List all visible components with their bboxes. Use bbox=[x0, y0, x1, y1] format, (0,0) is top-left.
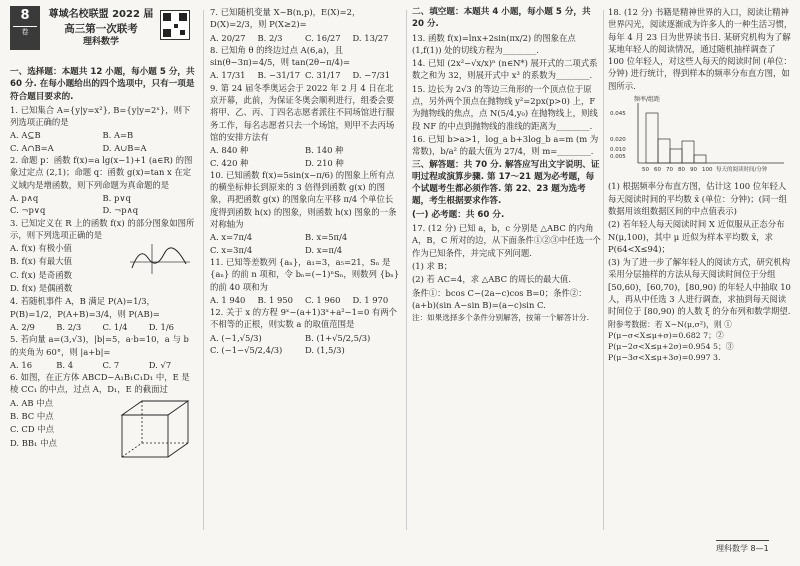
question-1: 1. 已知集合 A={y|y=x²}, B={y|y=2ˣ}，则下列选项正确的是 bbox=[10, 104, 191, 128]
section-2-heading: 二、填空题：本题共 4 小题，每小题 5 分，共 20 分. bbox=[412, 7, 591, 30]
question-18: 18. (12 分) 书籍是精神世界的入口，阅读让精神世界闪光，阅读逐渐成为许多人的一种生活习惯，每年 4 月 23 日为世界读书日. 某研究机构为了解某地年轻人的阅读情况，通过随机抽样调查了 100 位年轻人，对这些人每天的阅读时间 (单位：分钟) 进行统计，得到样本的频率分布直方图，如图所示. bbox=[608, 7, 793, 91]
option: C. 1/4 bbox=[102, 321, 128, 332]
column-4 bbox=[608, 6, 794, 364]
option: C. ¬p∨q bbox=[10, 205, 46, 216]
ytick: 0.005 bbox=[610, 154, 626, 161]
option: D. ¬p∧q bbox=[102, 205, 139, 216]
column-2 bbox=[210, 6, 400, 356]
question-4: 4. 若随机事件 A，B 满足 P(A)=1/3，P(B)=1/2，P(A+B)=3/4，则 P(AB)= bbox=[10, 296, 160, 319]
question-2: 2. 命题 p：函数 f(x)=a lg(x−1)+1 (a∈R) 的图象过定点 (2,1)；命题 q：函数 g(x)=tan x 在定义域内是增函数，则下列命题为真命题的是 bbox=[10, 155, 193, 190]
option: B. 2/3 bbox=[257, 32, 283, 43]
badge-text: 卷 bbox=[13, 26, 37, 37]
q17-part-1: (1) 求 B； bbox=[412, 260, 453, 271]
option: D. 1/6 bbox=[148, 321, 174, 332]
option: B. −31/17 bbox=[257, 70, 301, 81]
option: A. (−1,√5/3) bbox=[210, 332, 262, 343]
question-7: 7. 已知随机变量 X~B(n,p)，E(X)=2，D(X)=2/3，则 P(X≥2)= bbox=[210, 7, 361, 30]
q11-options bbox=[210, 294, 400, 306]
option: B. BC 中点 bbox=[10, 411, 54, 422]
option: D. x=π/4 bbox=[305, 244, 343, 255]
xtick: 60 bbox=[654, 167, 661, 174]
option: A. A⊆B bbox=[10, 130, 41, 141]
option: B. A=B bbox=[102, 130, 134, 141]
option: C. f(x) 是奇函数 bbox=[10, 269, 72, 280]
q3-block bbox=[10, 242, 195, 294]
q18-part-2: (2) 若年轻人每天阅读时间 X 近似服从正态分布 N(μ,100)，其中 μ 近似为样本平均数 x̄，求 P(64<X≤94)； bbox=[608, 219, 785, 254]
exam-title bbox=[46, 8, 156, 48]
option: C. A∩B=A bbox=[10, 142, 54, 153]
option: B. (1+√5/2,5/3) bbox=[305, 332, 371, 343]
xtick: 70 bbox=[666, 167, 673, 174]
q10-options bbox=[210, 244, 400, 256]
q8-options bbox=[210, 69, 400, 81]
q12-options bbox=[210, 344, 400, 356]
column-divider bbox=[603, 10, 604, 530]
q17-part-2: (2) 若 AC=4，求 △ABC 的周长的最大值. bbox=[412, 274, 571, 285]
qr-code-icon bbox=[160, 10, 190, 40]
option: D. (1,5/3) bbox=[305, 345, 345, 356]
option: B. 1 950 bbox=[257, 294, 293, 305]
question-17: 17. (12 分) 已知 a，b，c 分别是 △ABC 的内角 A，B，C 所对的边，从下面条件①②③中任选一个作为已知条件，并完成下列问题. bbox=[412, 223, 601, 258]
option: C. 7 bbox=[102, 359, 120, 370]
q6-block bbox=[10, 397, 195, 449]
option: A. 16 bbox=[10, 359, 33, 370]
option: C. CD 中点 bbox=[10, 424, 54, 435]
ytick: 0.010 bbox=[610, 147, 626, 154]
ytick: 0.020 bbox=[610, 137, 626, 144]
question-16: 16. 已知 b>a>1，log_a b+3log_b a=m (m 为常数)，b/a² 的最大值为 27/4，则 m=________. bbox=[412, 133, 599, 157]
option: C. x=3π/4 bbox=[210, 244, 253, 255]
q18-part-1: (1) 根据频率分布直方图，估计这 100 位年轻人每天阅读时间的平均数 x̄ (单位：分钟)；(同一组数据用该组数据区间的中点值表示) bbox=[608, 181, 787, 216]
xtick: 80 bbox=[678, 167, 685, 174]
option: D. BB₁ 中点 bbox=[10, 437, 57, 448]
option: C. 16/27 bbox=[305, 32, 341, 43]
cube-figure bbox=[118, 397, 194, 459]
question-9: 9. 第 24 届冬季奥运会于 2022 年 2 月 4 日在北京开幕，此前，为保证冬奥会顺利进行，组委会要将甲、乙、丙、丁四名志愿者派往不同场馆进行服务工作，每名志愿者只去一个场馆，则甲不去丙场馆的安排方法有 bbox=[210, 82, 395, 142]
option: B. p∨q bbox=[102, 192, 131, 203]
option: D. −7/31 bbox=[352, 70, 391, 81]
q9-options bbox=[210, 157, 400, 169]
xtick: 90 bbox=[690, 167, 697, 174]
q1-options bbox=[10, 142, 195, 154]
q1-options bbox=[10, 129, 195, 141]
section-1-heading: 一、选择题：本题共 12 小题，每小题 5 分，共 60 分. 在每小题给出的四个选项中，只有一项是符合题目要求的. bbox=[10, 67, 195, 102]
option: A. x=7π/4 bbox=[210, 232, 253, 243]
option: B. 140 种 bbox=[305, 145, 344, 156]
badge-number: 8 bbox=[20, 8, 30, 23]
option: C. (−1−√5/2,4/3) bbox=[210, 345, 283, 356]
page-footer: 理科数学 8—1 bbox=[716, 540, 769, 554]
option: C. 420 种 bbox=[210, 157, 249, 168]
title-line-1: 尊域名校联盟 2022 届 bbox=[48, 9, 154, 20]
xtick: 100 bbox=[702, 167, 713, 174]
question-5: 5. 若向量 a=(3,√3)，|b|=5，a·b=10，a 与 b 的夹角为 60°，则 |a+b|= bbox=[10, 334, 189, 357]
function-graph-figure bbox=[128, 242, 192, 276]
option: C. 31/17 bbox=[305, 70, 341, 81]
option: D. 1 970 bbox=[352, 294, 389, 305]
section-3-heading: 三、解答题：共 70 分. 解答应写出文字说明、证明过程或演算步骤. 第 17～21 题为必考题，每个试题考生都必须作答. 第 22、23 题为选考题，考生根据要求作答. bbox=[412, 159, 600, 207]
option: D. 13/27 bbox=[352, 32, 389, 43]
q17-note: 注：如果选择多个条件分别解答，按第一个解答计分. bbox=[412, 313, 590, 323]
q18-reference-data: 附参考数据：若 X~N(μ,σ²)，则 ① P(μ−σ<X≤μ+σ)=0.682 7；② P(μ−2σ<X≤μ+2σ)=0.954 5；③ P(μ−3σ<X≤μ+3σ)=0.997 3. bbox=[608, 319, 734, 362]
question-12: 12. 关于 x 的方程 9ˣ−(a+1)3ˣ+a²−1=0 有两个不相等的正根，则实数 a 的取值范围是 bbox=[210, 307, 398, 330]
q10-options bbox=[210, 231, 400, 243]
histogram-xlabel: 每天的阅读时间/分钟 bbox=[716, 167, 768, 174]
column-1 bbox=[10, 6, 195, 450]
option: A. 840 种 bbox=[210, 145, 249, 156]
option: D. 210 种 bbox=[305, 157, 344, 168]
q2-options bbox=[10, 204, 195, 216]
column-3 bbox=[412, 6, 602, 325]
question-6: 6. 如图，在正方体 ABCD−A₁B₁C₁D₁ 中，E 是棱 CC₁ 的中点，过点 A，D₁，E 的截面过 bbox=[10, 372, 190, 395]
q4-options bbox=[10, 321, 195, 333]
option: A. 20/27 bbox=[210, 32, 246, 43]
q12-options bbox=[210, 332, 400, 344]
option: B. x=5π/4 bbox=[305, 232, 348, 243]
question-15: 15. 边长为 2√3 的等边三角形的一个顶点位于原点，另外两个顶点在抛物线 y²=2px(p>0) 上，F 为抛物线的焦点，点 N(5/4,y₀) 在抛物线上，则线段 NF 的中点到抛物线的准线的距离为________. bbox=[412, 83, 598, 131]
option: A. p∧q bbox=[10, 192, 39, 203]
question-10: 10. 已知函数 f(x)=5sin(x−π/6) 的图象上所有点的横坐标伸长到原来的 3 倍得到函数 g(x) 的图象，再把函数 g(x) 的图象向左平移 π/4 个单位长度得到函数 h(x) 的图象，则函数 h(x) 图象的一条对称轴为 bbox=[210, 169, 397, 230]
title-line-2: 高三第一次联考 bbox=[64, 23, 138, 35]
section-3a-heading: (一) 必考题：共 60 分. bbox=[412, 209, 505, 220]
question-13: 13. 函数 f(x)=lnx+2sin(πx/2) 的图象在点 (1,f(1)) 处的切线方程为________. bbox=[412, 32, 576, 55]
xtick: 50 bbox=[642, 167, 649, 174]
option: B. f(x) 有最大值 bbox=[10, 256, 72, 267]
histogram-ylabel: 频率/组距 bbox=[634, 96, 661, 104]
q9-options bbox=[210, 144, 400, 156]
option: B. 2/3 bbox=[56, 321, 82, 332]
option: D. A∪B=A bbox=[102, 142, 147, 153]
exam-header bbox=[10, 6, 195, 66]
option: D. √7 bbox=[148, 359, 172, 370]
title-line-3: 理科数学 bbox=[82, 37, 119, 47]
option: A. 17/31 bbox=[210, 70, 246, 81]
ytick: 0.045 bbox=[610, 111, 626, 118]
question-3: 3. 已知定义在 R 上的函数 f(x) 的部分图象如图所示，则下列选项正确的是 bbox=[10, 217, 195, 240]
q2-options bbox=[10, 192, 195, 204]
option: C. 1 960 bbox=[305, 294, 341, 305]
column-divider bbox=[406, 10, 407, 530]
question-14: 14. 已知 (2x²−√x/x)ⁿ (n∈N*) 展开式的二项式系数之和为 32，则展开式中 x³ 的系数为________. bbox=[412, 58, 598, 81]
option: A. f(x) 有极小值 bbox=[10, 243, 72, 254]
question-11: 11. 已知等差数列 {aₙ}，a₁=3，a₅=21，Sₙ 是 {aₙ} 的前 n 项和，令 bₙ=(−1)ⁿSₙ，则数列 {bₙ} 的前 40 项和为 bbox=[210, 256, 400, 292]
q18-part-3: (3) 为了进一步了解年轻人的阅读方式，研究机构采用分层抽样的方法从每天阅读时间位于分组 [50,60)，[60,70)，[80,90) 的年轻人中抽取 10 人，再从中任选 3 人进行调查，求抽到每天阅读时间位于 [80,90) 的人数 ξ 的分布列和数学期望. bbox=[608, 257, 791, 317]
question-8: 8. 已知角 θ 的终边过点 A(6,a)，且 sin(θ−3π)=4/5，则 tan(2θ−π/4)= bbox=[210, 44, 351, 68]
option: B. 4 bbox=[56, 359, 74, 370]
option: A. 2/9 bbox=[10, 321, 35, 332]
option: A. AB 中点 bbox=[10, 397, 53, 408]
option: A. 1 940 bbox=[210, 294, 246, 305]
q5-options bbox=[10, 359, 195, 371]
histogram-figure bbox=[608, 93, 788, 177]
exam-badge bbox=[10, 6, 40, 50]
q17-conditions: 条件①：bcos C−(2a−c)cos B=0；条件②：(a+b)(sin A−sin B)=(a−c)sin C. bbox=[412, 287, 587, 310]
column-divider bbox=[203, 10, 204, 530]
option: D. f(x) 是偶函数 bbox=[10, 283, 73, 294]
q7-options bbox=[210, 32, 400, 44]
